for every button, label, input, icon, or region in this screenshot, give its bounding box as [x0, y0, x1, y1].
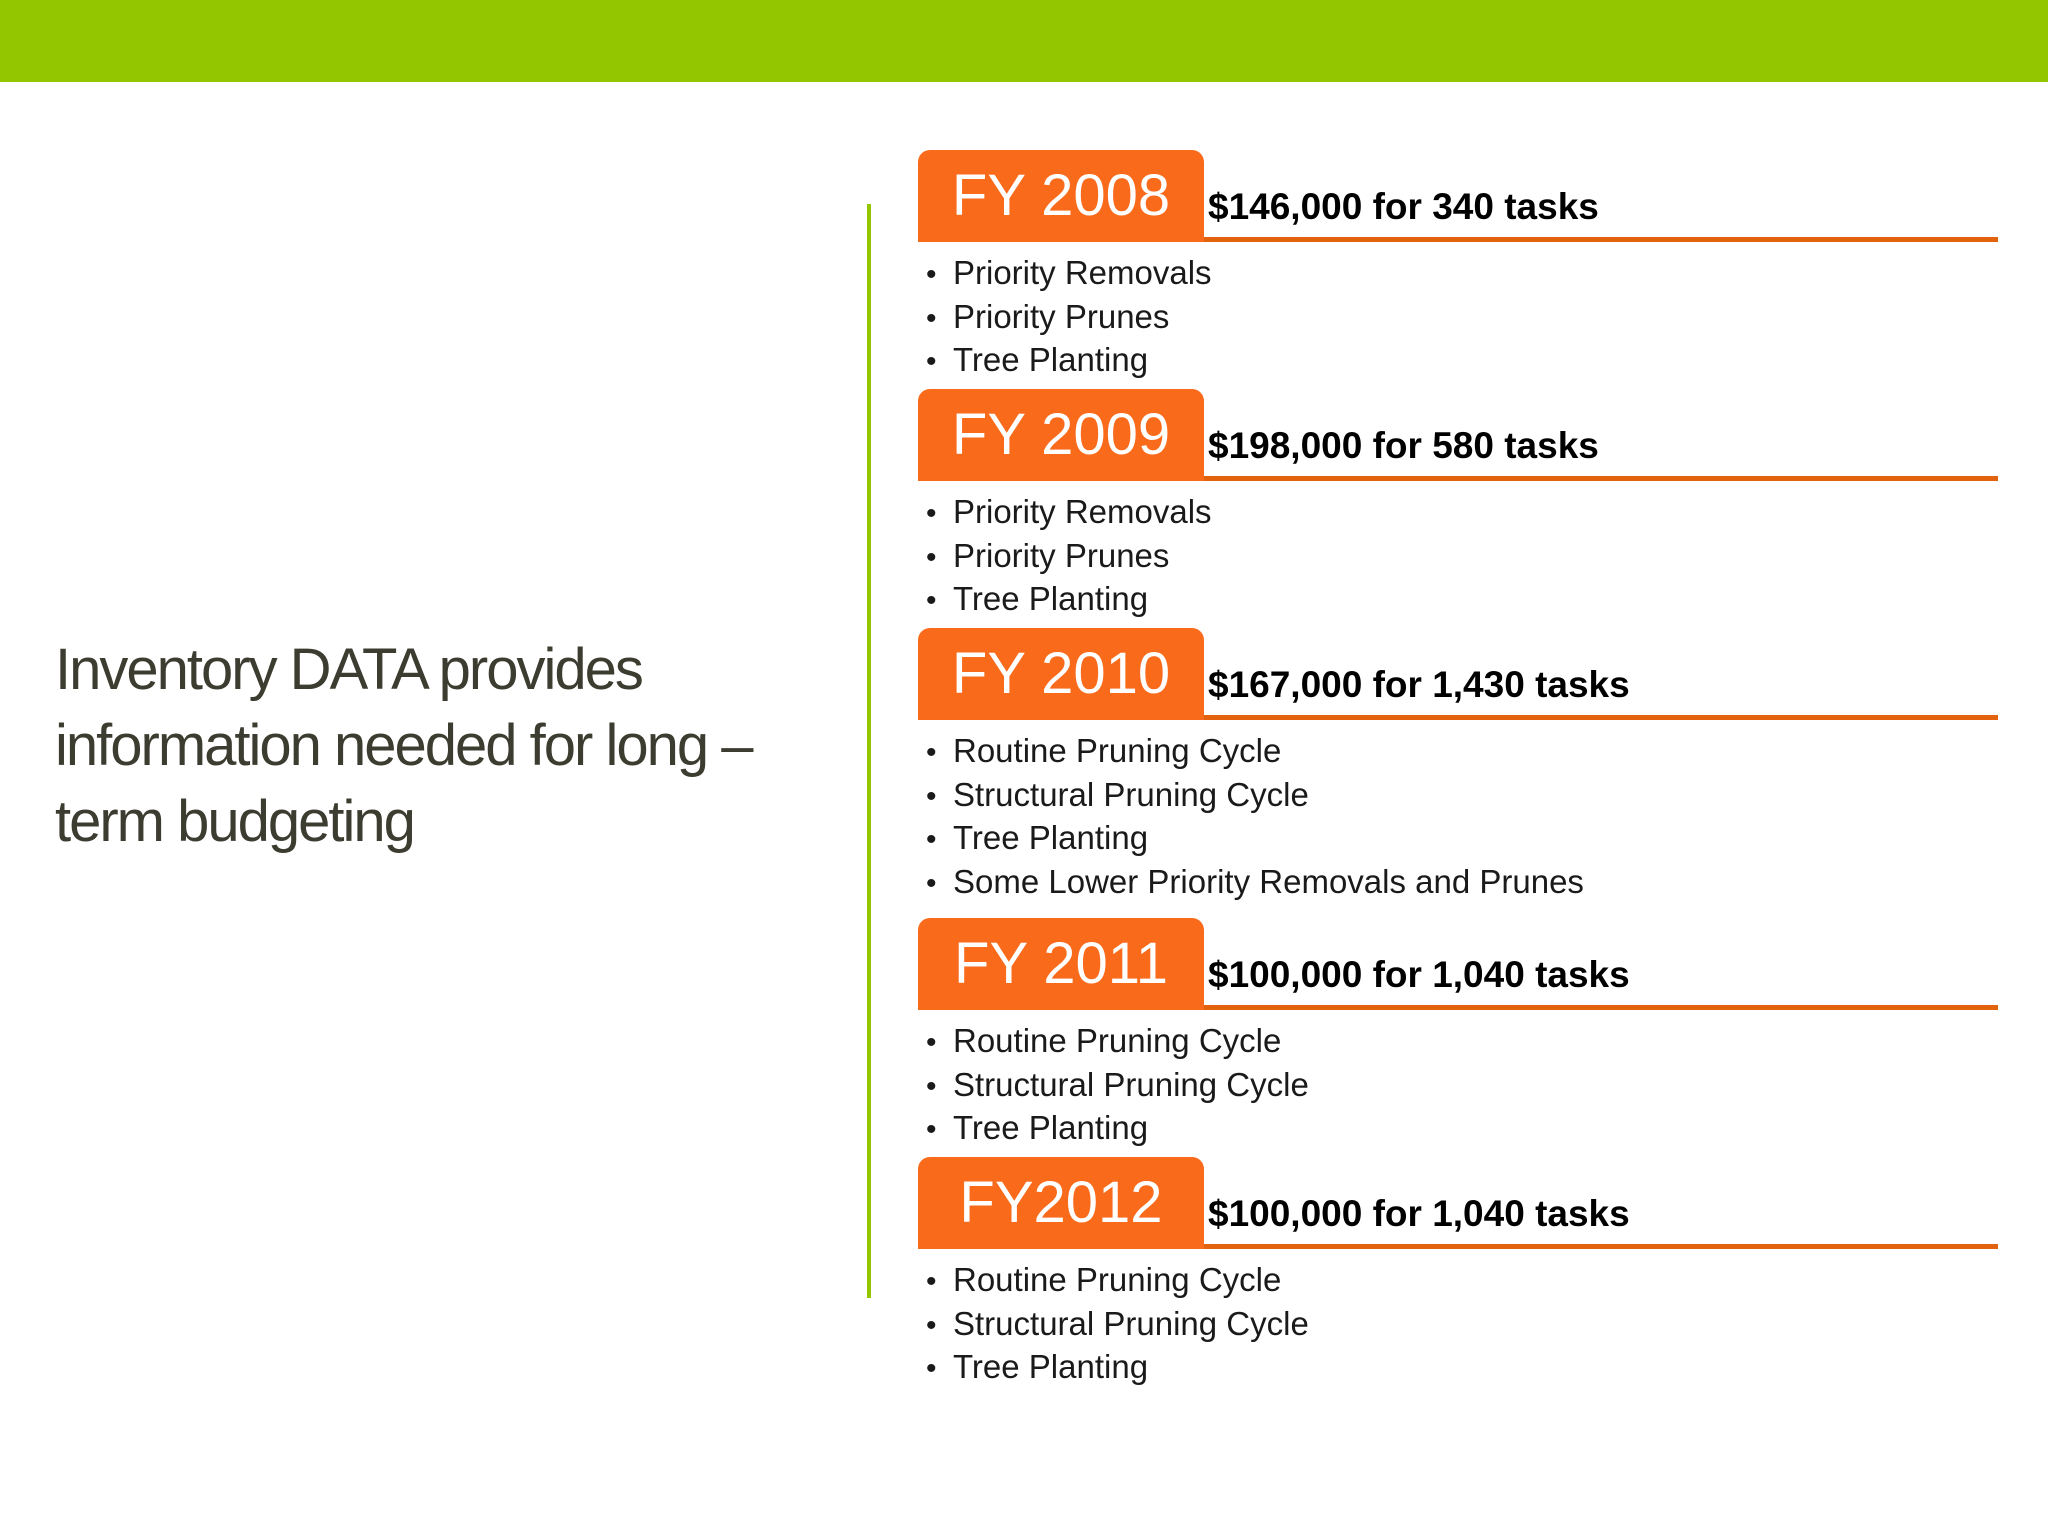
list-item	[926, 339, 1998, 383]
slide-title: Inventory DATA provides information needed for long – term budgeting	[55, 637, 752, 854]
list-item-text: Priority Prunes	[953, 536, 1170, 574]
list-item	[926, 774, 1998, 818]
fy-badge: FY 2008	[918, 150, 1204, 242]
fy-summary: $100,000 for 1,040 tasks	[1208, 1193, 1630, 1234]
list-item	[926, 730, 1998, 774]
bullet: •	[926, 258, 937, 291]
bullet: •	[926, 345, 937, 378]
fy-underline	[1204, 1244, 1998, 1249]
fy-underline	[1204, 715, 1998, 720]
list-item	[926, 491, 1998, 535]
fy-header	[918, 628, 1998, 720]
list-item	[926, 1303, 1998, 1347]
list-item	[926, 1259, 1998, 1303]
bullet: •	[926, 779, 937, 813]
fy-badge: FY 2009	[918, 389, 1204, 481]
fy-task-list	[918, 1249, 1998, 1390]
list-item	[926, 1020, 1998, 1064]
list-item-text: Routine Pruning Cycle	[953, 1022, 1282, 1059]
fy-task-list	[918, 1010, 1998, 1151]
bullet: •	[926, 1113, 937, 1146]
bullet: •	[926, 866, 937, 900]
bullet: •	[926, 301, 937, 335]
fy-summary: $146,000 for 340 tasks	[1208, 186, 1599, 227]
list-item	[926, 252, 1998, 296]
fy-block	[918, 1157, 1998, 1390]
fy-underline	[1204, 1005, 1998, 1010]
list-item-text: Tree Planting	[953, 1348, 1149, 1385]
fy-badge: FY2012	[918, 1157, 1204, 1249]
fy-underline	[1204, 237, 1998, 242]
fy-block	[918, 918, 1998, 1151]
fy-task-list	[918, 720, 1998, 904]
bullet: •	[926, 497, 937, 530]
fy-badge: FY 2011	[918, 918, 1204, 1010]
list-item-text: Tree Planting	[953, 1109, 1149, 1146]
list-item-text: Routine Pruning Cycle	[953, 732, 1282, 769]
bullet: •	[926, 1308, 937, 1342]
list-item-text: Some Lower Priority Removals and Prunes	[953, 862, 1584, 900]
bullet: •	[926, 1026, 937, 1059]
bullet: •	[926, 736, 937, 769]
list-item	[926, 861, 1998, 905]
fy-header	[918, 389, 1998, 481]
list-item	[926, 1346, 1998, 1390]
list-item-text: Priority Removals	[953, 493, 1212, 530]
list-item	[926, 535, 1998, 579]
list-item-text: Structural Pruning Cycle	[953, 775, 1309, 813]
bullet: •	[926, 584, 937, 617]
bullet: •	[926, 1352, 937, 1385]
list-item-text: Routine Pruning Cycle	[953, 1261, 1282, 1298]
fy-block	[918, 150, 1998, 383]
list-item-text: Structural Pruning Cycle	[953, 1065, 1309, 1103]
fy-task-list	[918, 242, 1998, 383]
fy-summary: $167,000 for 1,430 tasks	[1208, 664, 1630, 705]
fy-summary: $100,000 for 1,040 tasks	[1208, 954, 1630, 995]
fy-badge: FY 2010	[918, 628, 1204, 720]
fy-block	[918, 628, 1998, 904]
fy-underline	[1204, 476, 1998, 481]
bullet: •	[926, 1265, 937, 1298]
list-item-text: Priority Removals	[953, 254, 1212, 291]
fy-header	[918, 150, 1998, 242]
fy-block	[918, 389, 1998, 622]
bullet: •	[926, 823, 937, 856]
list-item	[926, 1064, 1998, 1108]
fy-header	[918, 918, 1998, 1010]
list-item-text: Structural Pruning Cycle	[953, 1304, 1309, 1342]
fy-summary: $198,000 for 580 tasks	[1208, 425, 1599, 466]
bullet: •	[926, 1069, 937, 1103]
list-item	[926, 817, 1998, 861]
list-item	[926, 1107, 1998, 1151]
fy-header	[918, 1157, 1998, 1249]
list-item	[926, 578, 1998, 622]
list-item-text: Tree Planting	[953, 341, 1149, 378]
list-item-text: Tree Planting	[953, 580, 1149, 617]
fy-task-list	[918, 481, 1998, 622]
list-item-text: Priority Prunes	[953, 297, 1170, 335]
list-item	[926, 296, 1998, 340]
list-item-text: Tree Planting	[953, 819, 1149, 856]
bullet: •	[926, 540, 937, 574]
